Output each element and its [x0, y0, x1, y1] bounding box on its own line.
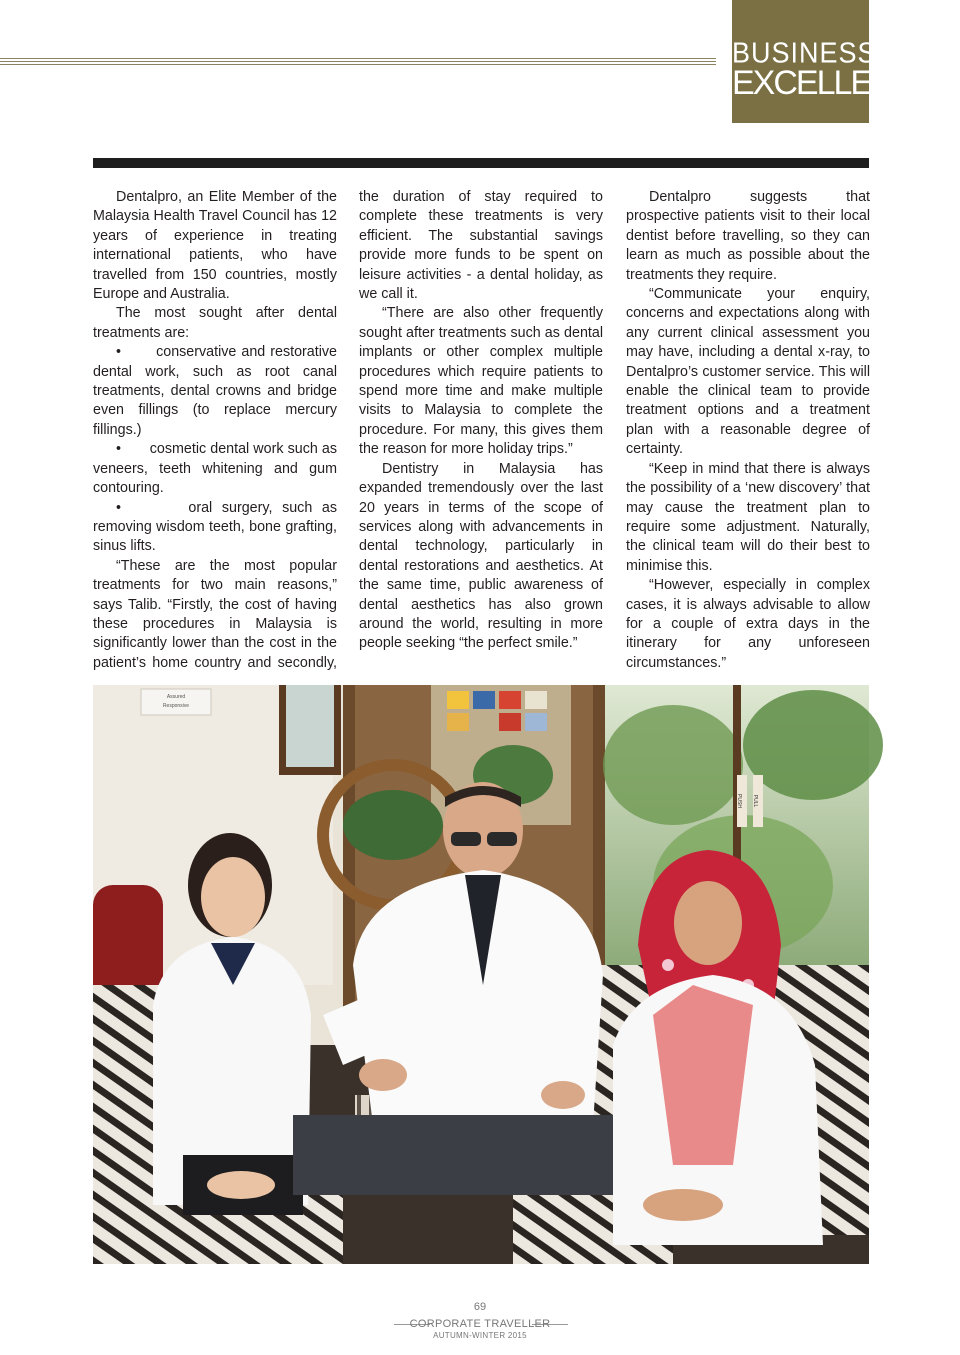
paragraph: “There are also other frequently sought after treatments such as dental implants or other complex multiple procedures which require patients to spend more time and make multiple visits to Malaysia to complete the procedure. For many, this gives them the reason for more holiday trips.” [359, 305, 603, 458]
paragraph: “These are the most popular treatments for two main reasons,” says Talib. “Firstly, the cost of having these procedures in Malaysia is significantly lower than the cost in the patient’s home country and secondly, [93, 557, 337, 671]
wall-sign-line2: Responsive [162, 703, 190, 709]
bullet-item: • conservative and restorative dental work, such as root canal treatments, dental crowns and bridge even fillings (to replace mercury fillings.) [93, 344, 337, 438]
header-rule-middle [0, 61, 716, 62]
issue-label: AUTUMN-WINTER 2015 [433, 1331, 527, 1340]
section-title-line2: EXCELLENCE [732, 64, 937, 102]
section-title-line1: BUSINESS [732, 37, 877, 69]
paragraph: Dentalpro suggests that prospective patients visit to their local dentist before travelling, so they can learn as much as possible about the treatments they require. [626, 189, 870, 283]
paragraph: “Keep in mind that there is always the possibility of a ‘new discovery’ that may cause the treatment plan to require some adjustment. Naturally, the clinical team will do their best to minimise this. [626, 460, 870, 574]
header-rule-top [0, 58, 716, 59]
article-top-bar [93, 158, 869, 168]
article-column-2 [359, 188, 603, 654]
bullet-item: • oral surgery, such as removing wisdom teeth, bone grafting, sinus lifts. [93, 499, 337, 555]
section-badge [732, 0, 937, 123]
bullet-item: • cosmetic dental work such as veneers, teeth whitening and gum contouring. [93, 441, 337, 497]
clinic-staff-photo [93, 685, 869, 1264]
photo-illustration [93, 685, 869, 1264]
magazine-title: CORPORATE TRAVELLER [409, 1318, 551, 1330]
paragraph: Dentalpro, an Elite Member of the Malaysia Health Travel Council has 12 years of experience in treating international patients, who have travelled from 150 countries, mostly Europe and Australia. [93, 189, 337, 303]
wall-sign-line1: Assured [166, 694, 186, 700]
paragraph: “Communicate your enquiry, concerns and expectations along with any current clinical assessment you may have, including a dental x-ray, to Dentalpro’s customer service. This will enable the clinical team to provide treatment options and a treatment plan with a reasonable degree of certainty. [626, 286, 870, 458]
article-column-3 [626, 188, 870, 673]
door-label-pull: PULL [752, 794, 758, 808]
header-rule-bottom [0, 64, 716, 65]
paragraph: Dentistry in Malaysia has expanded tremendously over the last 20 years in terms of the scope of services along with advancements in dental technology, particularly in dental restorations and aesthetics. At the same time, public awareness of dental aesthetics has also grown around the world, resulting in more people seeking “the perfect smile.” [359, 460, 603, 652]
page-number: 69 [473, 1301, 487, 1313]
article-column-1 [93, 188, 337, 673]
paragraph: the duration of stay required to complete these treatments is very efficient. The substantial savings provide more funds to be spent on leisure activities - a dental holiday, as we call it. [359, 189, 603, 303]
paragraph: “However, especially in complex cases, it is always advisable to allow for a couple of extra days in the itinerary for any unforeseen circumstances.” [626, 577, 870, 671]
paragraph: The most sought after dental treatments are: [93, 305, 337, 341]
door-label-push: PUSH [736, 794, 742, 808]
